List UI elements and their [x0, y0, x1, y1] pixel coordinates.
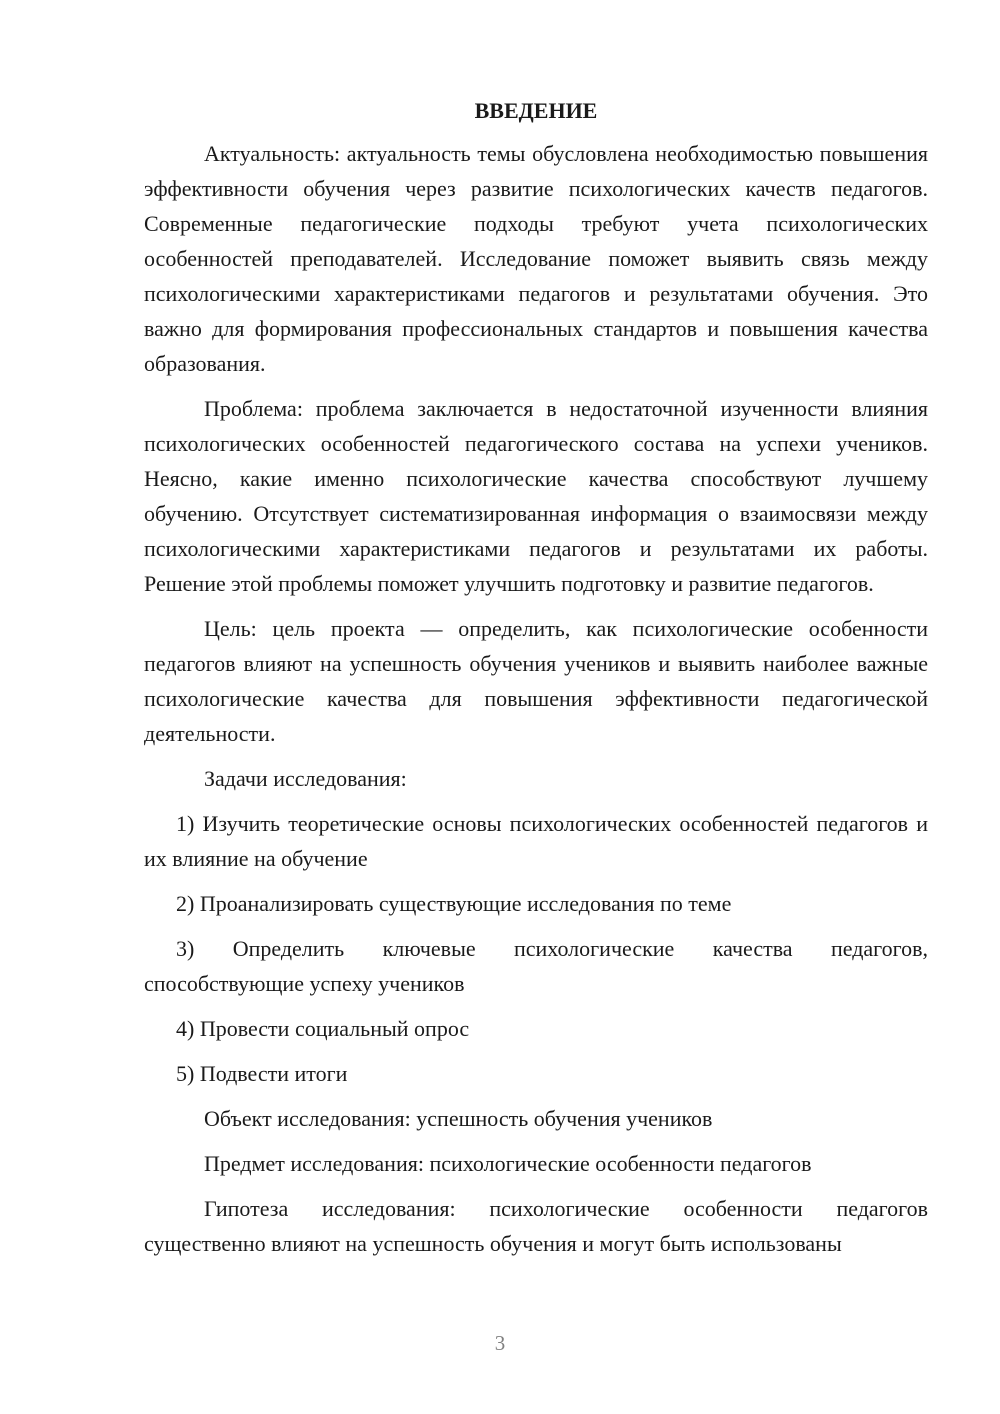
paragraph-goal: Цель: цель проекта — определить, как психологические особенности педагогов влияют на успешность обучения учеников и выявить наиболее важные психологические качества для повышения эффективности педагогической деятельности. — [144, 616, 928, 746]
paragraph-subject: Предмет исследования: психологические особенности педагогов — [204, 1151, 812, 1176]
task-item-4: 4) Провести социальный опрос — [176, 1016, 470, 1041]
tasks-title: Задачи исследования: — [204, 766, 407, 791]
page-content — [144, 96, 928, 1271]
task-item-1: 1) Изучить теоретические основы психологических особенностей педагогов и их влияние на обучение — [144, 811, 928, 871]
paragraph-hypothesis: Гипотеза исследования: психологические особенности педагогов существенно влияют на успешность обучения и могут быть использованы — [144, 1196, 928, 1256]
page-heading: ВВЕДЕНИЕ — [474, 98, 598, 123]
paragraph-relevance: Актуальность: актуальность темы обусловлена необходимостью повышения эффективности обучения через развитие психологических качеств педагогов. Современные педагогические подходы требуют учета психологических особенностей преподавателей. Исследование поможет выявить связь между психологическими характеристиками педагогов и результатами обучения. Это важно для формирования профессиональных стандартов и повышения качества образования. — [144, 141, 928, 376]
task-item-3: 3) Определить ключевые психологические качества педагогов, способствующие успеху учеников — [144, 936, 928, 996]
paragraph-object: Объект исследования: успешность обучения учеников — [204, 1106, 713, 1131]
page-number: 3 — [494, 1331, 506, 1355]
paragraph-problem: Проблема: проблема заключается в недостаточной изученности влияния психологических особенностей педагогического состава на успехи учеников. Неясно, какие именно психологические качества способствуют лучшему обучению. Отсутствует систематизированная информация о взаимосвязи между психологическими характеристиками педагогов и результатами их работы. Решение этой проблемы поможет улучшить подготовку и развитие педагогов. — [144, 396, 928, 596]
task-item-2: 2) Проанализировать существующие исследования по теме — [176, 891, 732, 916]
task-item-5: 5) Подвести итоги — [176, 1061, 348, 1086]
